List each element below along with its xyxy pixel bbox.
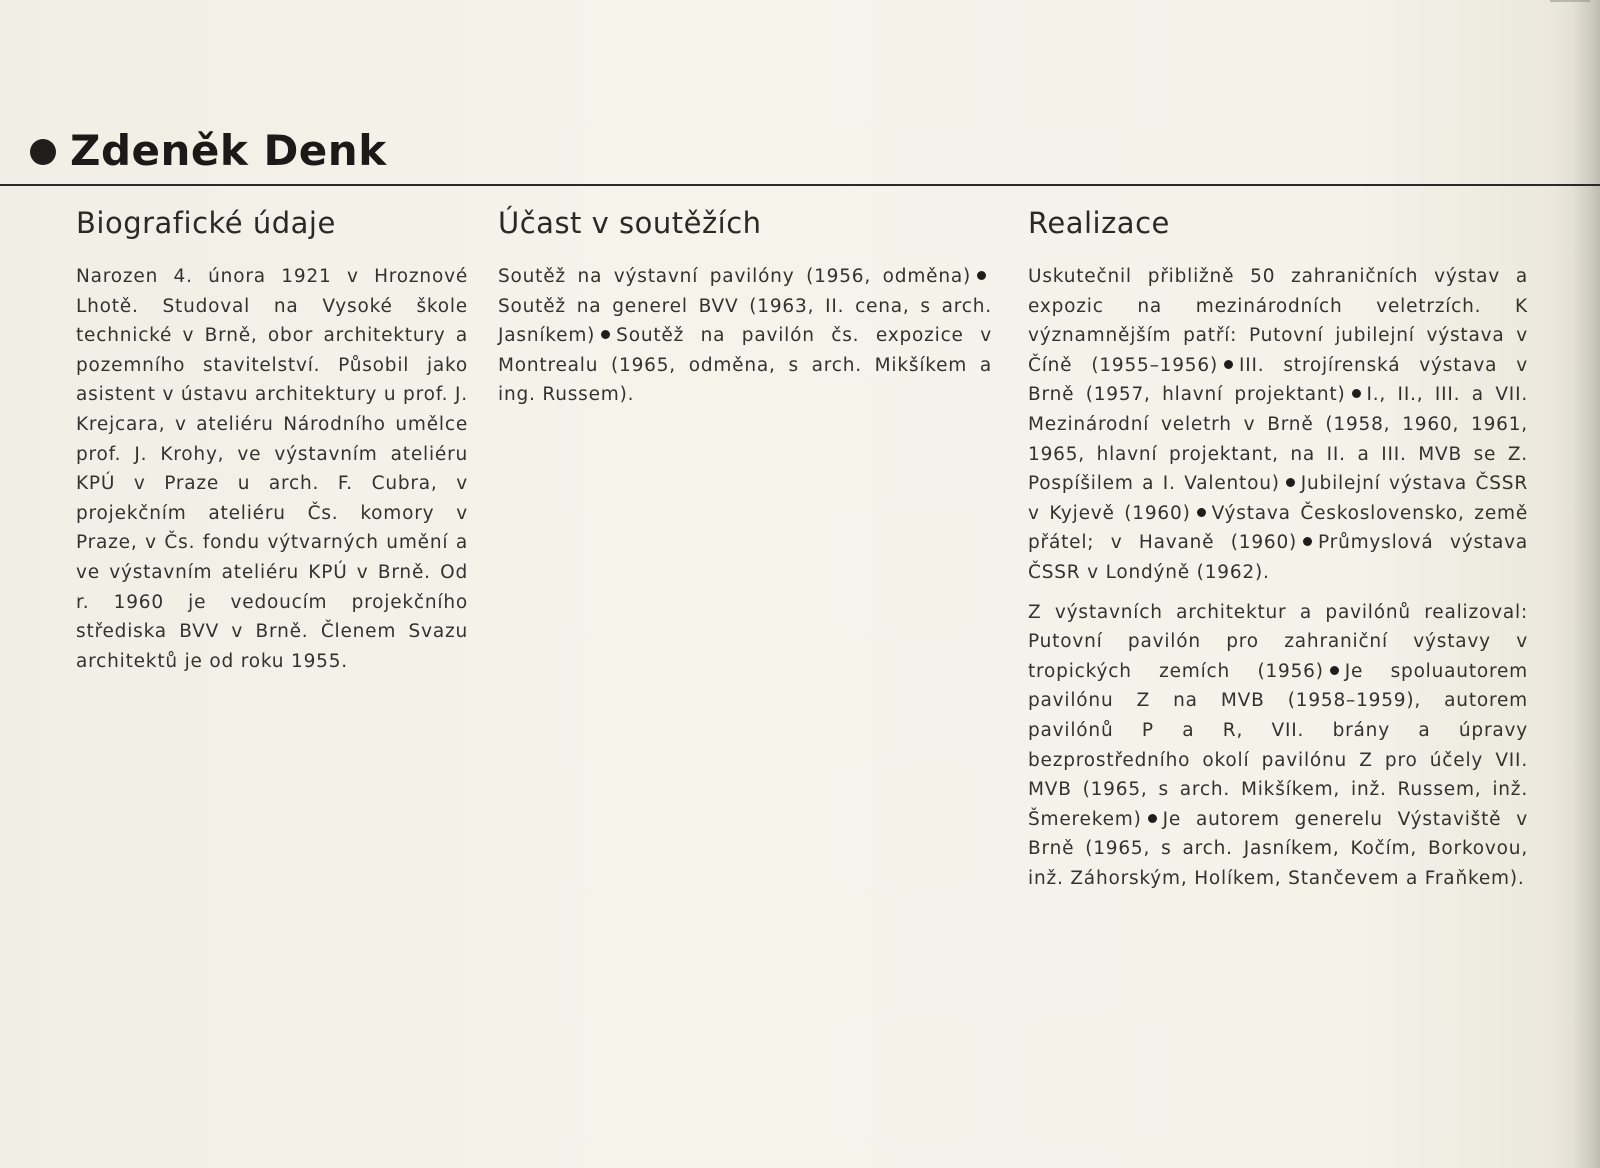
column-paragraph — [1028, 262, 1528, 588]
column-paragraph — [1028, 598, 1528, 894]
text-segment: Soutěž na pavilón čs. expozice v Montrealu (1965, odměna, s arch. Mikšíkem a ing. Russem). — [498, 325, 992, 406]
bullet-separator-icon — [1352, 389, 1361, 398]
bullet-icon — [30, 139, 56, 165]
text-segment: Z výstavních architektur a pavilónů realizoval: Putovní pavilón pro zahraniční výstavy v tropických zemích (1956) — [1028, 601, 1528, 682]
text-segment: Soutěž na generel BVV (1963, II. cena, s arch. Jasníkem) — [498, 295, 992, 347]
page-gutter-shadow — [1572, 0, 1600, 1168]
column-competitions — [498, 206, 992, 410]
text-segment: Jubilejní výstava ČSSR v Kyjevě (1960) — [1028, 473, 1529, 524]
column-paragraph — [76, 262, 468, 676]
bullet-separator-icon — [1224, 360, 1233, 369]
text-segment: Výstava Československo, země přátel; v Havaně (1960) — [1028, 502, 1528, 554]
bullet-separator-icon — [1197, 508, 1206, 517]
text-segment: Je spoluautorem pavilónu Z na MVB (1958–1959), autorem pavilónů P a R, VII. brány a úpravy bezprostředního okolí pavilónu Z pro účely VII. MVB (1965, s arch. Mikšíkem, inž. Russem, inž. Šmerekem) — [1028, 660, 1528, 830]
name-heading — [30, 122, 387, 178]
text-segment: Soutěž na výstavní pavilóny (1956, odměna) — [498, 266, 971, 287]
text-segment: Je autorem generelu Výstaviště v Brně (1965, s arch. Jasníkem, Kočím, Borkovou, inž. Záhorským, Holíkem, Stančevem a Fraňkem). — [1028, 808, 1528, 889]
column-biography — [76, 206, 468, 676]
column-heading: Realizace — [1028, 206, 1170, 240]
text-segment: Narozen 4. února 1921 v Hroznové Lhotě. Studoval na Vysoké škole technické v Brně, obor architektury a pozemního stavitelství. Působil jako asistent v ústavu architektury u prof. J. Krejcara, v ateliéru Národního umělce prof. J. Krohy, ve výstavním ateliéru KPÚ v Praze u arch. F. Cubra, v projekčním ateliéru Čs. komory v Praze, v Čs. fondu výtvarných umění a ve výstavním ateliéru KPÚ v Brně. Od r. 1960 je vedoucím projekčního střediska BVV v Brně. Členem Svazu architektů je od roku 1955. — [76, 266, 468, 672]
bullet-separator-icon — [1330, 666, 1339, 675]
column-realizations — [1028, 206, 1528, 893]
text-segment: III. strojírenská výstava v Brně (1957, hlavní projektant) — [1028, 354, 1528, 406]
text-segment: Uskutečnil přibližně 50 zahraničních výstav a expozic na mezinárodních veletrzích. K významnějším patří: Putovní jubilejní výstava v Číně (1955–1956) — [1028, 266, 1528, 376]
text-segment: Průmyslová výstava ČSSR v Londýně (1962). — [1028, 532, 1528, 583]
person-name: Zdeněk Denk — [70, 125, 387, 175]
heading-rule — [0, 184, 1600, 186]
bullet-separator-icon — [977, 271, 986, 280]
bullet-separator-icon — [601, 330, 610, 339]
column-heading: Účast v soutěžích — [498, 206, 762, 240]
bullet-separator-icon — [1286, 478, 1295, 487]
bullet-separator-icon — [1148, 814, 1157, 823]
bullet-separator-icon — [1303, 537, 1312, 546]
column-paragraph — [498, 262, 992, 410]
text-segment: I., II., III. a VII. Mezinárodní veletrh v Brně (1958, 1960, 1961, 1965, hlavní projektant, na II. a III. MVB se Z. Pospíšilem a I. Valentou) — [1028, 384, 1529, 495]
column-heading: Biografické údaje — [76, 206, 336, 240]
